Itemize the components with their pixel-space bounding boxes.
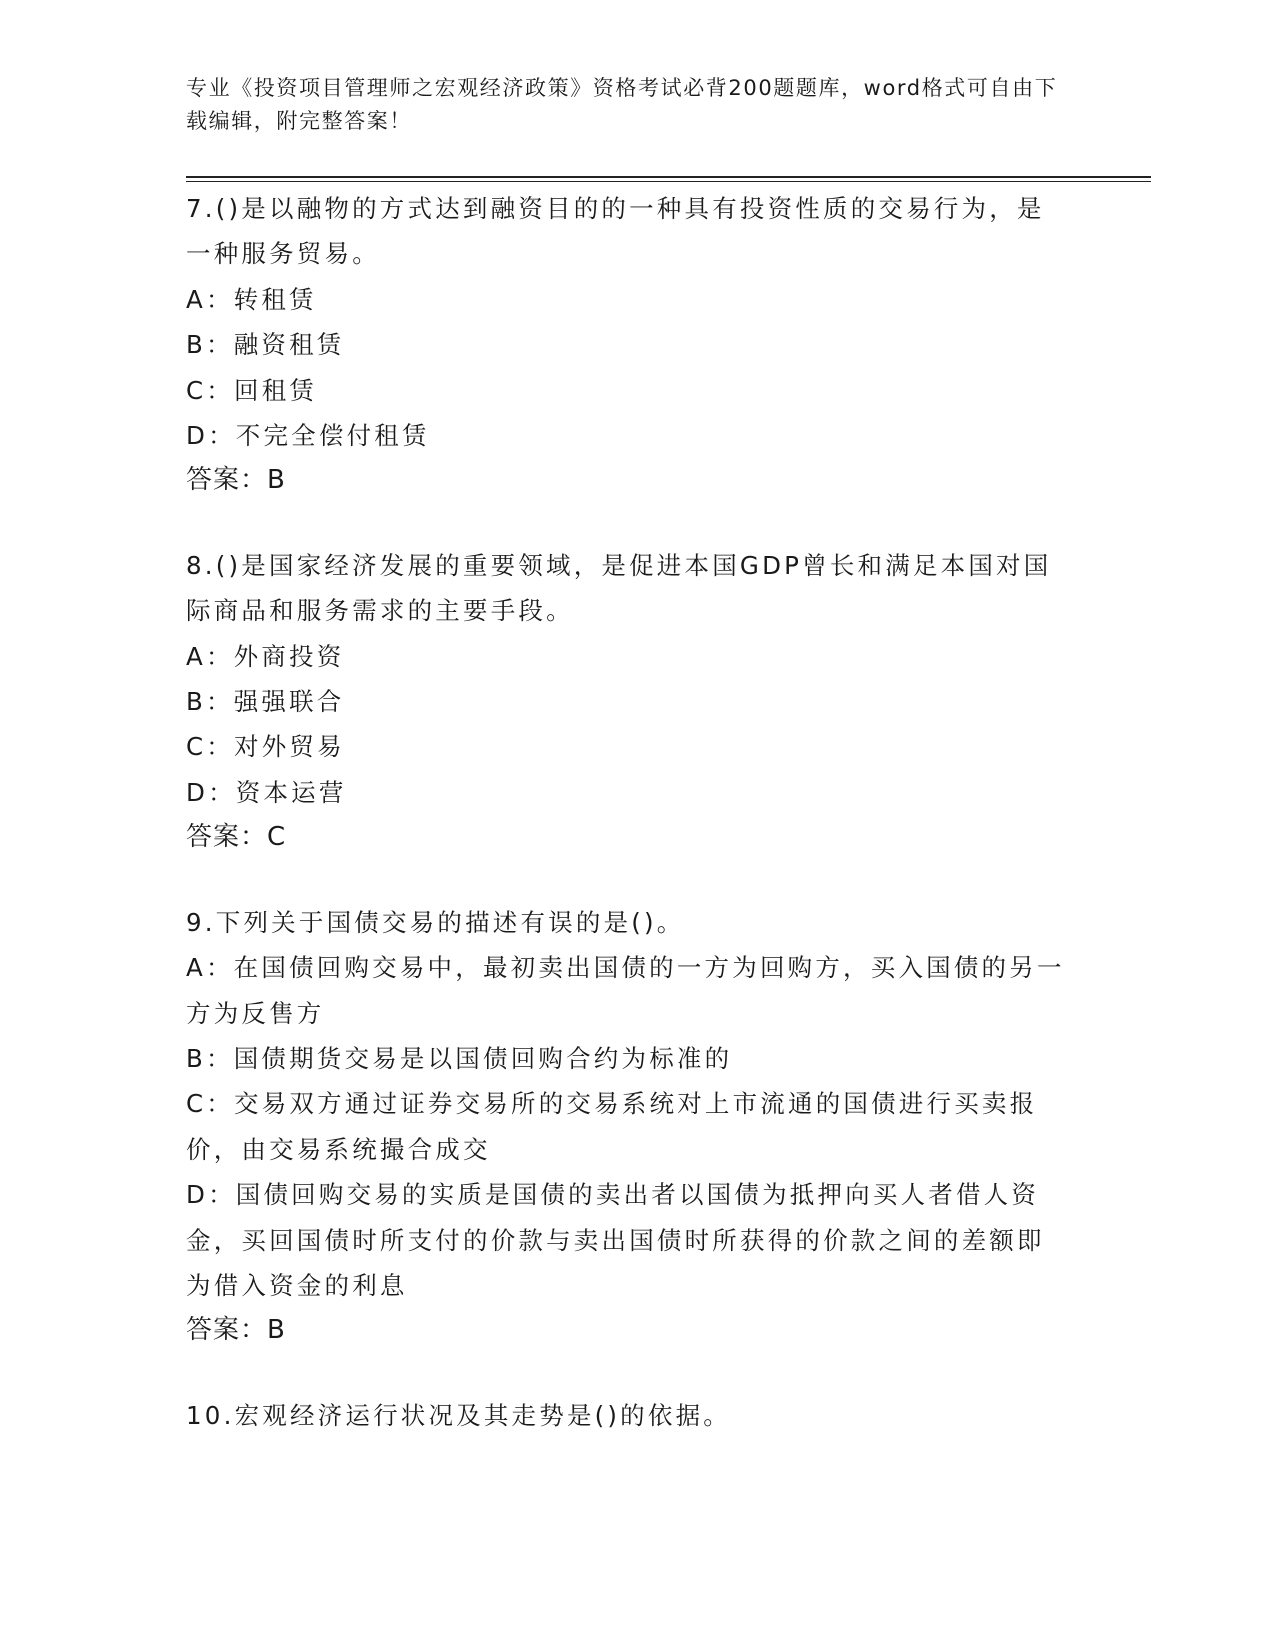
option-b: B：国债期货交易是以国债回购合约为标准的 <box>186 1043 733 1073</box>
option-c: C：交易双方通过证券交易所的交易系统对上市流通的国债进行买卖报价，由交易系统撮合成交 <box>186 1089 1038 1164</box>
option-b: B：强强联合 <box>186 687 345 717</box>
answer-text: 答案：B <box>186 465 286 496</box>
option-b: B：融资租赁 <box>186 330 345 360</box>
question-7 <box>186 186 1066 504</box>
question-stem: 8.()是国家经济发展的重要领域，是促进本国GDP曾长和满足本国对国际商品和服务需求的主要手段。 <box>186 550 1052 626</box>
option-a: A：外商投资 <box>186 641 345 671</box>
header-divider-thick <box>186 176 1151 178</box>
document-header: 专业《投资项目管理师之宏观经济政策》资格考试必背200题题库，word格式可自由下载编辑，附完整答案！ <box>186 76 1058 133</box>
option-a: A：转租赁 <box>186 284 317 314</box>
answer-text: 答案：C <box>186 822 287 853</box>
answer-text: 答案：B <box>186 1315 286 1346</box>
question-stem: 7.()是以融物的方式达到融资目的的一种具有投资性质的交易行为，是一种服务贸易。 <box>186 194 1045 269</box>
question-list <box>186 186 1066 1477</box>
option-d: D：资本运营 <box>186 777 347 807</box>
question-8 <box>186 543 1066 861</box>
option-c: C：对外贸易 <box>186 732 345 762</box>
question-stem: 9.下列关于国债交易的描述有误的是()。 <box>186 907 685 937</box>
option-d: D：不完全偿付租赁 <box>186 421 430 451</box>
option-d: D：国债回购交易的实质是国债的卖出者以国债为抵押向买人者借人资金，买回国债时所支付的价款与卖出国债时所获得的价款之间的差额即为借入资金的利息 <box>186 1180 1045 1300</box>
header-divider-thin <box>186 181 1151 182</box>
question-9 <box>186 900 1066 1354</box>
question-10 <box>186 1393 1066 1438</box>
question-stem: 10.宏观经济运行状况及其走势是()的依据。 <box>186 1400 731 1430</box>
option-c: C：回租赁 <box>186 375 318 405</box>
option-a: A：在国债回购交易中，最初卖出国债的一方为回购方，买入国债的另一方为反售方 <box>186 953 1065 1028</box>
